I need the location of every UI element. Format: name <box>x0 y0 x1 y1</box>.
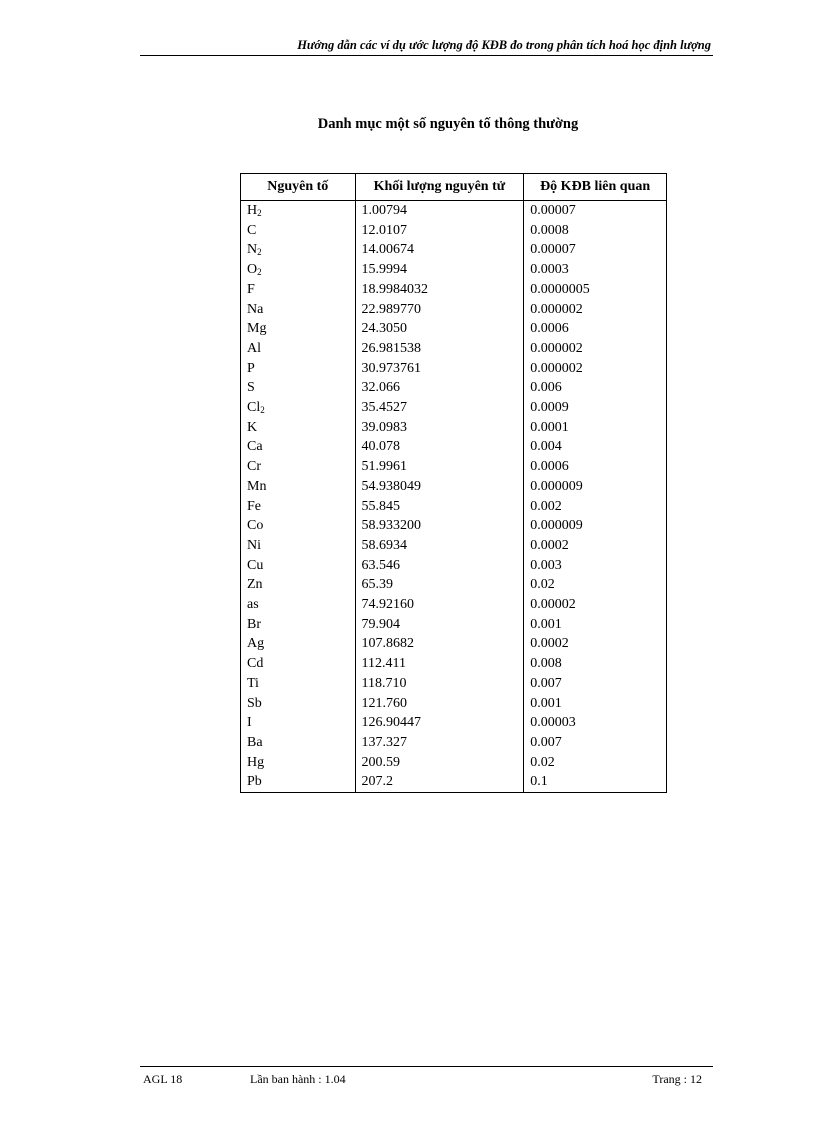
element-symbol: Cd <box>247 656 264 672</box>
table-row <box>241 319 667 339</box>
table-row <box>241 359 667 379</box>
element-symbol-cell <box>241 753 356 773</box>
element-symbol: O <box>247 262 258 278</box>
element-symbol-cell <box>241 240 356 260</box>
uncertainty-cell: 0.02 <box>524 575 667 595</box>
element-symbol: Ba <box>247 734 263 750</box>
uncertainty-cell: 0.0002 <box>524 536 667 556</box>
uncertainty-cell: 0.001 <box>524 694 667 714</box>
element-symbol-cell <box>241 457 356 477</box>
atomic-mass-cell: 35.4527 <box>355 398 524 418</box>
element-symbol-cell <box>241 615 356 635</box>
uncertainty-cell: 0.002 <box>524 497 667 517</box>
atomic-mass-cell: 39.0983 <box>355 418 524 438</box>
atomic-mass-cell: 51.9961 <box>355 457 524 477</box>
uncertainty-cell: 0.000002 <box>524 300 667 320</box>
atomic-mass-cell: 200.59 <box>355 753 524 773</box>
element-symbol: Al <box>247 340 261 356</box>
element-symbol-cell <box>241 497 356 517</box>
element-symbol: Cr <box>247 459 261 475</box>
element-subscript: 2 <box>257 208 262 218</box>
element-symbol: Zn <box>247 577 263 593</box>
element-symbol-cell <box>241 575 356 595</box>
element-symbol: Na <box>247 301 264 317</box>
uncertainty-cell: 0.007 <box>524 674 667 694</box>
table-row <box>241 615 667 635</box>
element-symbol-cell <box>241 319 356 339</box>
uncertainty-cell: 0.003 <box>524 556 667 576</box>
table-row <box>241 634 667 654</box>
header-title: Hướng dẫn các ví dụ ước lượng độ KĐB đo trong phân tích hoá học định lượng <box>297 38 711 52</box>
table-row <box>241 280 667 300</box>
atomic-mass-cell: 55.845 <box>355 497 524 517</box>
element-symbol-cell <box>241 634 356 654</box>
element-symbol: H <box>247 203 258 218</box>
uncertainty-cell: 0.00007 <box>524 201 667 221</box>
atomic-mass-cell: 14.00674 <box>355 240 524 260</box>
element-subscript: 2 <box>257 247 262 258</box>
table-row <box>241 654 667 674</box>
table-row <box>241 378 667 398</box>
atomic-mass-cell: 24.3050 <box>355 319 524 339</box>
element-symbol-cell <box>241 339 356 359</box>
table-row <box>241 713 667 733</box>
element-symbol-cell <box>241 595 356 615</box>
element-symbol-cell <box>241 280 356 300</box>
uncertainty-cell: 0.007 <box>524 733 667 753</box>
table-row <box>241 772 667 792</box>
atomic-mass-cell: 18.9984032 <box>355 280 524 300</box>
element-symbol: N <box>247 242 258 258</box>
element-symbol: Ti <box>247 675 259 691</box>
atomic-mass-cell: 126.90447 <box>355 713 524 733</box>
element-symbol-cell <box>241 398 356 418</box>
uncertainty-cell: 0.000002 <box>524 339 667 359</box>
column-header-uncertainty: Độ KĐB liên quan <box>524 174 667 201</box>
element-symbol: Pb <box>247 774 262 790</box>
atomic-mass-cell: 54.938049 <box>355 477 524 497</box>
page-title: Danh mục một số nguyên tố thông thường <box>317 116 579 132</box>
element-symbol: Co <box>247 518 264 534</box>
uncertainty-cell: 0.000002 <box>524 359 667 379</box>
table-row <box>241 753 667 773</box>
atomic-mass-cell: 107.8682 <box>355 634 524 654</box>
element-symbol: K <box>247 419 258 435</box>
element-symbol: F <box>247 281 255 297</box>
table-row <box>241 556 667 576</box>
uncertainty-cell: 0.001 <box>524 615 667 635</box>
table-row <box>241 201 667 221</box>
element-symbol: I <box>247 715 252 731</box>
element-symbol-cell <box>241 437 356 457</box>
atomic-mass-cell: 32.066 <box>355 378 524 398</box>
element-symbol-cell <box>241 260 356 280</box>
uncertainty-cell: 0.0009 <box>524 398 667 418</box>
column-header-element: Nguyên tố <box>241 174 356 201</box>
uncertainty-cell: 0.00002 <box>524 595 667 615</box>
uncertainty-cell: 0.0000005 <box>524 280 667 300</box>
uncertainty-cell: 0.0003 <box>524 260 667 280</box>
element-symbol: Cl <box>247 400 261 416</box>
table-row <box>241 418 667 438</box>
footer-divider <box>140 1066 713 1067</box>
table-header-row <box>241 174 667 201</box>
footer-page-number: Trang : 12 <box>652 1072 702 1086</box>
table-row <box>241 300 667 320</box>
element-symbol: Ag <box>247 636 265 652</box>
atomic-mass-cell: 15.9994 <box>355 260 524 280</box>
atomic-mass-cell: 207.2 <box>355 772 524 792</box>
element-symbol-cell <box>241 713 356 733</box>
table-row <box>241 339 667 359</box>
element-symbol: S <box>247 380 255 396</box>
element-symbol-cell <box>241 694 356 714</box>
element-symbol-cell <box>241 477 356 497</box>
atomic-mass-cell: 137.327 <box>355 733 524 753</box>
element-symbol-cell <box>241 516 356 536</box>
uncertainty-cell: 0.0006 <box>524 457 667 477</box>
atomic-mass-cell: 58.933200 <box>355 516 524 536</box>
element-subscript: 2 <box>257 267 262 278</box>
table-row <box>241 575 667 595</box>
element-symbol: Fe <box>247 498 261 514</box>
table-row <box>241 516 667 536</box>
table-row <box>241 260 667 280</box>
atomic-mass-cell: 65.39 <box>355 575 524 595</box>
uncertainty-cell: 0.008 <box>524 654 667 674</box>
atomic-mass-cell: 118.710 <box>355 674 524 694</box>
table-row <box>241 457 667 477</box>
header-divider <box>140 55 713 56</box>
uncertainty-cell: 0.00003 <box>524 713 667 733</box>
atomic-mass-cell: 30.973761 <box>355 359 524 379</box>
table-row <box>241 536 667 556</box>
table-row <box>241 477 667 497</box>
footer-edition: Lần ban hành : 1.04 <box>250 1072 346 1086</box>
uncertainty-cell: 0.1 <box>524 772 667 792</box>
element-symbol-cell <box>241 772 356 792</box>
table-row <box>241 398 667 418</box>
uncertainty-cell: 0.00007 <box>524 240 667 260</box>
atomic-mass-cell: 12.0107 <box>355 221 524 241</box>
table-row <box>241 221 667 241</box>
atomic-mass-cell: 1.00794 <box>355 201 524 221</box>
atomic-mass-cell: 22.989770 <box>355 300 524 320</box>
element-symbol-cell <box>241 378 356 398</box>
element-symbol: P <box>247 360 255 376</box>
uncertainty-cell: 0.004 <box>524 437 667 457</box>
uncertainty-cell: 0.0001 <box>524 418 667 438</box>
element-symbol-cell <box>241 418 356 438</box>
elements-table <box>240 173 667 793</box>
table-row <box>241 437 667 457</box>
footer-doc-code: AGL 18 <box>143 1072 183 1086</box>
element-symbol-cell <box>241 536 356 556</box>
element-symbol: C <box>247 222 257 238</box>
element-symbol: Cu <box>247 557 264 573</box>
atomic-mass-cell: 58.6934 <box>355 536 524 556</box>
table-row <box>241 595 667 615</box>
uncertainty-cell: 0.0002 <box>524 634 667 654</box>
atomic-mass-cell: 121.760 <box>355 694 524 714</box>
uncertainty-cell: 0.0008 <box>524 221 667 241</box>
atomic-mass-cell: 26.981538 <box>355 339 524 359</box>
uncertainty-cell: 0.006 <box>524 378 667 398</box>
element-symbol-cell <box>241 654 356 674</box>
uncertainty-cell: 0.0006 <box>524 319 667 339</box>
element-symbol: Mn <box>247 478 267 494</box>
element-symbol: Mg <box>247 321 267 337</box>
element-symbol-cell <box>241 300 356 320</box>
element-symbol-cell <box>241 733 356 753</box>
table-row <box>241 674 667 694</box>
atomic-mass-cell: 63.546 <box>355 556 524 576</box>
element-symbol-cell <box>241 201 356 221</box>
atomic-mass-cell: 79.904 <box>355 615 524 635</box>
atomic-mass-cell: 40.078 <box>355 437 524 457</box>
element-symbol-cell <box>241 359 356 379</box>
element-symbol: Ni <box>247 537 261 553</box>
element-symbol: Hg <box>247 754 265 770</box>
uncertainty-cell: 0.02 <box>524 753 667 773</box>
table-row <box>241 733 667 753</box>
element-symbol-cell <box>241 674 356 694</box>
atomic-mass-cell: 74.92160 <box>355 595 524 615</box>
element-symbol-cell <box>241 556 356 576</box>
element-symbol: Ca <box>247 439 263 455</box>
column-header-atomic-mass: Khối lượng nguyên tử <box>355 174 524 201</box>
element-symbol: Sb <box>247 695 262 711</box>
uncertainty-cell: 0.000009 <box>524 477 667 497</box>
element-symbol-cell <box>241 221 356 241</box>
uncertainty-cell: 0.000009 <box>524 516 667 536</box>
table-row <box>241 497 667 517</box>
element-symbol: as <box>247 597 259 613</box>
element-symbol: Br <box>247 616 261 632</box>
table-row <box>241 694 667 714</box>
table-row <box>241 240 667 260</box>
element-subscript: 2 <box>260 405 265 416</box>
atomic-mass-cell: 112.411 <box>355 654 524 674</box>
